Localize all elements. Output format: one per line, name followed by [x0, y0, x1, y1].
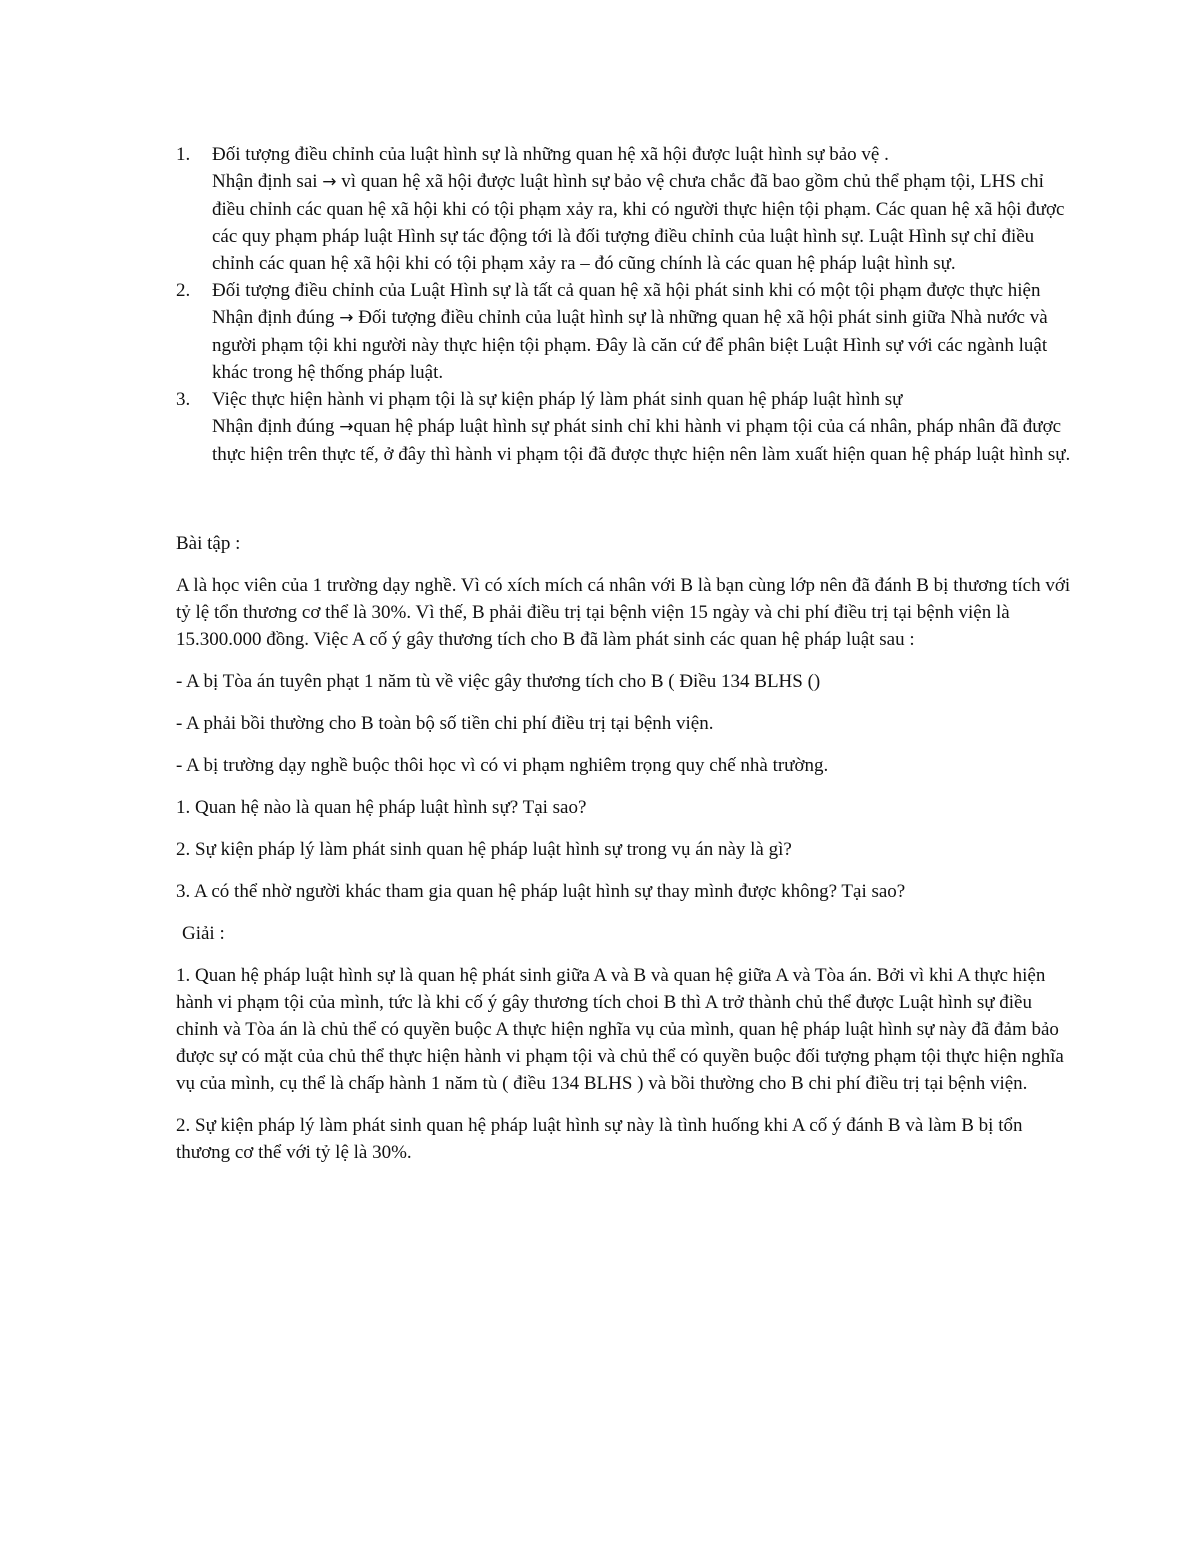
numbered-statements	[176, 141, 1076, 468]
exercise-question: 1. Quan hệ nào là quan hệ pháp luật hình sự? Tại sao?	[176, 797, 587, 818]
exercise-question: 2. Sự kiện pháp lý làm phát sinh quan hệ pháp luật hình sự trong vụ án này là gì?	[176, 839, 792, 860]
document-content	[176, 141, 1076, 1181]
relation-item: - A bị trường dạy nghề buộc thôi học vì có vi phạm nghiêm trọng quy chế nhà trường.	[176, 755, 829, 776]
statement-text: Đối tượng điều chỉnh của Luật Hình sự là tất cả quan hệ xã hội phát sinh khi có một tội phạm được thực hiện	[212, 280, 1041, 301]
exercise-question: 3. A có thể nhờ người khác tham gia quan hệ pháp luật hình sự thay mình được không? Tại sao?	[176, 881, 906, 902]
statement-answer	[212, 304, 1076, 386]
exercise-intro: A là học viên của 1 trường dạy nghề. Vì có xích mích cá nhân với B là bạn cùng lớp nên đã đánh B bị thương tích với tỷ lệ tổn thương cơ thể là 30%. Vì thế, B phải điều trị tại bệnh viện 15 ngày và chi phí điều trị tại bệnh viện là 15.300.000 đồng. Việc A cố ý gây thương tích cho B đã làm phát sinh các quan hệ pháp luật sau :	[176, 575, 1071, 650]
explanation-text: Đối tượng điều chỉnh của luật hình sự là những quan hệ xã hội phát sinh giữa Nhà nước và người phạm tội khi người này thực hiện tội phạm. Đây là căn cứ để phân biệt Luật Hình sự với các ngành luật khác trong hệ thống pháp luật.	[212, 307, 1048, 383]
statement-item-2	[176, 277, 1076, 386]
verdict-label: Nhận định đúng	[212, 307, 335, 328]
relation-item: - A bị Tòa án tuyên phạt 1 năm tù về việc gây thương tích cho B ( Điều 134 BLHS ()	[176, 671, 821, 692]
solution-answer: 2. Sự kiện pháp lý làm phát sinh quan hệ pháp luật hình sự này là tình huống khi A cố ý đánh B và làm B bị tổn thương cơ thể với tỷ lệ là 30%.	[176, 1115, 1023, 1163]
relation-item: - A phải bồi thường cho B toàn bộ số tiền chi phí điều trị tại bệnh viện.	[176, 713, 714, 734]
arrow-right-icon: →	[322, 172, 337, 192]
statement-answer	[212, 168, 1076, 277]
statement-answer	[212, 413, 1076, 468]
section-gap	[176, 468, 1076, 530]
solution-heading: Giải :	[182, 923, 225, 944]
statement-text: Đối tượng điều chỉnh của luật hình sự là những quan hệ xã hội được luật hình sự bảo vệ .	[212, 144, 889, 165]
statement-text: Việc thực hiện hành vi phạm tội là sự kiện pháp lý làm phát sinh quan hệ pháp luật hình sự	[212, 389, 903, 410]
exercise-heading: Bài tập :	[176, 533, 241, 554]
list-number: 1.	[176, 144, 191, 165]
explanation-text: quan hệ pháp luật hình sự phát sinh chỉ khi hành vi phạm tội của cá nhân, pháp nhân đã được thực hiện trên thực tế, ở đây thì hành vi phạm tội đã được thực hiện nên làm xuất hiện quan hệ pháp luật hình sự.	[212, 416, 1071, 465]
arrow-right-icon: →	[339, 417, 354, 437]
statement-item-3	[176, 386, 1076, 468]
explanation-text: vì quan hệ xã hội được luật hình sự bảo vệ chưa chắc đã bao gồm chủ thể phạm tội, LHS chỉ điều chỉnh các quan hệ xã hội khi có tội phạm xảy ra, khi có người thực hiện tội phạm. Các quan hệ xã hội được các quy phạm pháp luật Hình sự tác động tới là đối tượng điều chỉnh của luật hình sự. Luật Hình sự chỉ điều chỉnh các quan hệ xã hội khi có tội phạm xảy ra – đó cũng chính là các quan hệ pháp luật hình sự.	[212, 171, 1065, 274]
list-number: 3.	[176, 389, 191, 410]
verdict-label: Nhận định sai	[212, 171, 318, 192]
list-number: 2.	[176, 280, 191, 301]
arrow-right-icon: →	[339, 308, 354, 328]
verdict-label: Nhận định đúng	[212, 416, 335, 437]
solution-answer: 1. Quan hệ pháp luật hình sự là quan hệ phát sinh giữa A và B và quan hệ giữa A và Tòa án. Bởi vì khi A thực hiện hành vi phạm tội của mình, tức là khi cố ý gây thương tích choi B thì A trở thành chủ thể được Luật hình sự điều chỉnh và Tòa án là chủ thể có quyền buộc A thực hiện nghĩa vụ của mình, quan hệ pháp luật hình sự này đã đảm bảo được sự có mặt của chủ thể thực hiện hành vi phạm tội và chủ thể có quyền buộc đối tượng phạm tội thực hiện nghĩa vụ của mình, cụ thể là chấp hành 1 năm tù ( điều 134 BLHS ) và bồi thường cho B chi phí điều trị tại bệnh viện.	[176, 965, 1064, 1094]
statement-item-1	[176, 141, 1076, 277]
